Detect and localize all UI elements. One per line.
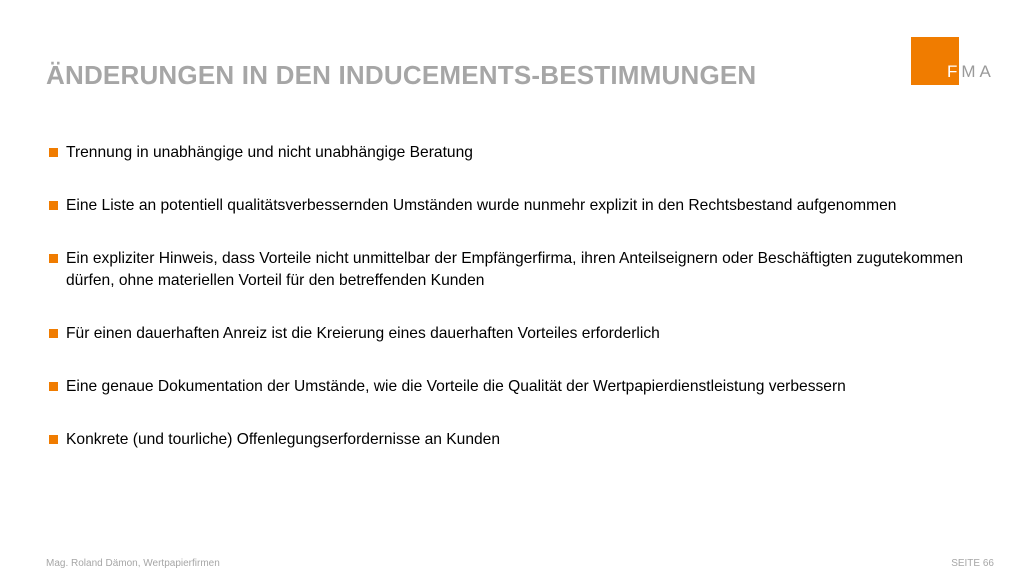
square-bullet-icon <box>49 382 58 391</box>
bullet-item <box>48 323 968 345</box>
footer-author: Mag. Roland Dämon, Wertpapierfirmen <box>46 558 220 569</box>
bullet-item <box>48 142 968 164</box>
bullet-item <box>48 376 968 398</box>
square-bullet-icon <box>49 435 58 444</box>
bullet-text: Ein expliziter Hinweis, dass Vorteile nicht unmittelbar der Empfängerfirma, ihren Anteilseignern oder Beschäftigten zugutekommen dürfen, ohne materiellen Vorteil für den betreffenden Kunden <box>66 250 964 289</box>
bullet-item <box>48 429 968 451</box>
bullet-text: Trennung in unabhängige und nicht unabhängige Beratung <box>66 144 473 161</box>
logo-letter-f: F <box>947 62 962 81</box>
square-bullet-icon <box>49 254 58 263</box>
logo-letters-ma: MA <box>961 62 995 81</box>
fma-logo <box>911 37 1001 85</box>
bullet-text: Konkrete (und tourliche) Offenlegungserfordernisse an Kunden <box>66 431 501 448</box>
square-bullet-icon <box>49 148 58 157</box>
square-bullet-icon <box>49 329 58 338</box>
bullet-item <box>48 195 968 217</box>
bullet-item <box>48 248 968 292</box>
logo-text <box>947 63 995 80</box>
square-bullet-icon <box>49 201 58 210</box>
bullet-text: Eine genaue Dokumentation der Umstände, wie die Vorteile die Qualität der Wertpapierdienstleistung verbessern <box>66 378 846 395</box>
bullet-text: Eine Liste an potentiell qualitätsverbessernden Umständen wurde nunmehr explizit in den Rechtsbestand aufgenommen <box>66 197 897 214</box>
footer-page-number: SEITE 66 <box>951 558 994 569</box>
bullet-list <box>48 142 968 482</box>
slide-title: ÄNDERUNGEN IN DEN INDUCEMENTS-BESTIMMUNGEN <box>46 60 757 90</box>
bullet-text: Für einen dauerhaften Anreiz ist die Kreierung eines dauerhaften Vorteiles erforderlich <box>66 325 660 342</box>
